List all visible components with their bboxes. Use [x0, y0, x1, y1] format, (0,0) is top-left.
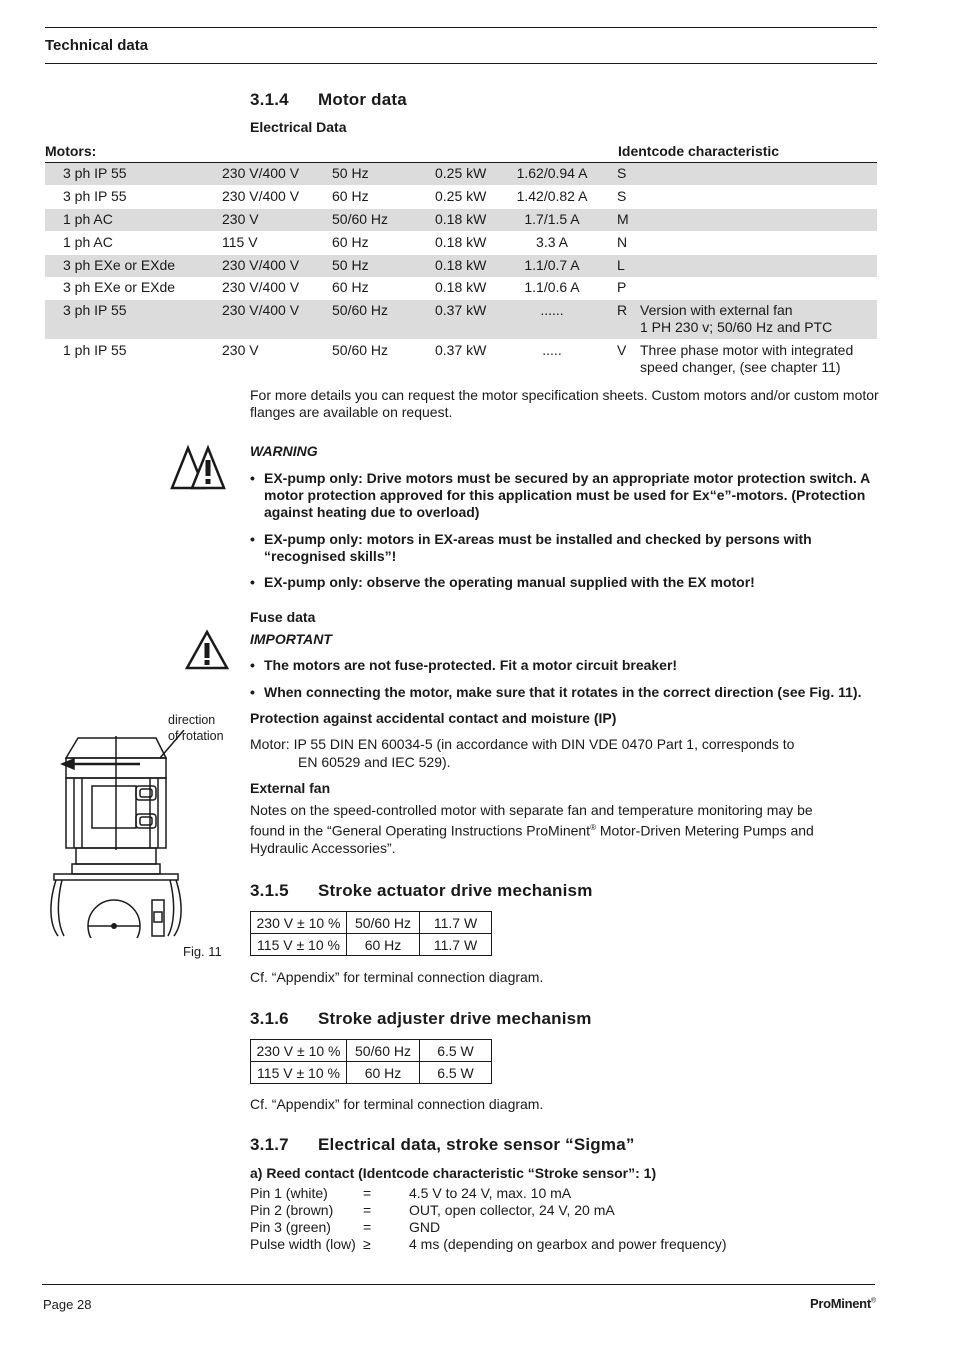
motor-type: 3 ph EXe or EXde: [63, 279, 176, 295]
motors-column-header: Motors:: [45, 143, 97, 159]
motor-identcode: M: [617, 211, 629, 227]
adjuster-note: Cf. “Appendix” for terminal connection diagram.: [250, 1096, 544, 1112]
actuator-frequency: 50/60 Hz: [347, 912, 420, 934]
table-row: [45, 300, 877, 339]
adjuster-power: 6.5 W: [420, 1040, 492, 1062]
motor-identcode: N: [617, 234, 628, 250]
protection-line2: EN 60529 and IEC 529).: [298, 754, 451, 770]
adjuster-table: [250, 1039, 492, 1084]
motor-frequency: 60 Hz: [332, 234, 369, 250]
adjuster-heading: [250, 1009, 592, 1029]
motor-frequency: 50/60 Hz: [332, 342, 389, 358]
external-fan-paragraph: [250, 802, 850, 857]
pin-value: OUT, open collector, 24 V, 20 mA: [409, 1202, 615, 1218]
motor-power: 0.18 kW: [435, 279, 487, 295]
table-row: [45, 209, 877, 231]
warning-item: • EX-pump only: Drive motors must be secured by an appropriate motor protection switch. A motor protection approved for this application must be used for Ex“e”-motors. (Protection against heating due to overload): [250, 470, 880, 521]
section-header: Technical data: [45, 37, 149, 54]
actuator-frequency: 60 Hz: [347, 934, 420, 956]
motor-type: 1 ph AC: [63, 211, 113, 227]
adjuster-heading-number: 3.1.6: [250, 1009, 289, 1028]
table-row: [251, 1040, 492, 1062]
motor-voltage: 230 V: [222, 342, 259, 358]
motor-voltage: 230 V/400 V: [222, 188, 300, 204]
motor-drawing-icon: [44, 730, 234, 938]
protection-title: Protection against accidental contact and moisture (IP): [250, 710, 617, 726]
motor-voltage: 230 V: [222, 211, 259, 227]
motor-heading-number: 3.1.4: [250, 90, 289, 109]
motor-details-paragraph: For more details you can request the motor specification sheets. Custom motors and/or custom motor flanges are available on request.: [250, 387, 879, 420]
motor-current: .....: [542, 342, 562, 358]
warning-double-triangle-icon: [170, 444, 230, 492]
adjuster-voltage: 115 V ± 10 %: [251, 1062, 347, 1084]
fan-text-part-b: Motor-Driven Metering Pumps and Hydraulic Accessories”.: [250, 822, 814, 856]
motor-identcode: S: [617, 165, 627, 181]
electrical-data-subheading: Electrical Data: [250, 119, 347, 135]
motor-frequency: 50 Hz: [332, 257, 369, 273]
motor-note: [640, 302, 832, 336]
motor-identcode: L: [617, 257, 625, 273]
motor-type: 1 ph IP 55: [63, 342, 127, 358]
pin-label: Pulse width (low): [250, 1236, 356, 1252]
motor-current: 1.62/0.94 A: [516, 165, 588, 181]
adjuster-frequency: 50/60 Hz: [347, 1040, 420, 1062]
motor-note-line1: Three phase motor with integrated: [640, 342, 854, 358]
brand-name: ProMinent: [810, 1296, 871, 1311]
motor-voltage: 230 V/400 V: [222, 279, 300, 295]
table-row: [251, 1062, 492, 1084]
fan-text-part-a: Notes on the speed-controlled motor with separate fan and temperature monitoring may be found in the “General Operating Instructions ProMinent: [250, 802, 813, 839]
pin-value: 4 ms (depending on gearbox and power frequency): [409, 1236, 727, 1252]
identcode-column-header: Identcode characteristic: [618, 143, 780, 159]
adjuster-voltage: 230 V ± 10 %: [251, 1040, 347, 1062]
sensor-heading: [250, 1135, 635, 1155]
table-row: [45, 255, 877, 277]
footer-rule: [42, 1284, 875, 1285]
pin-operator: =: [363, 1202, 372, 1218]
actuator-heading-text: Stroke actuator drive mechanism: [318, 881, 593, 900]
table-row: [45, 163, 877, 185]
motor-note-line2: speed changer, (see chapter 11): [640, 359, 841, 375]
actuator-voltage: 115 V ± 10 %: [251, 934, 347, 956]
motor-current: 1.42/0.82 A: [516, 188, 588, 204]
motor-heading-text: Motor data: [318, 90, 407, 109]
table-row: [45, 340, 877, 379]
actuator-heading: [250, 881, 593, 901]
motor-current: ......: [540, 302, 564, 318]
pin-operator: ≥: [363, 1236, 371, 1252]
actuator-note: Cf. “Appendix” for terminal connection diagram.: [250, 969, 544, 985]
motor-frequency: 50/60 Hz: [332, 211, 389, 227]
motor-type: 1 ph AC: [63, 234, 113, 250]
motor-current: 1.1/0.7 A: [524, 257, 580, 273]
table-row: [45, 186, 877, 208]
motor-power: 0.18 kW: [435, 211, 487, 227]
adjuster-power: 6.5 W: [420, 1062, 492, 1084]
motor-note: [640, 342, 853, 376]
pin-label: Pin 2 (brown): [250, 1202, 334, 1218]
motor-heading: [250, 90, 407, 110]
motor-note-line2: 1 PH 230 v; 50/60 Hz and PTC: [640, 319, 833, 335]
actuator-power: 11.7 W: [420, 934, 492, 956]
warning-item: • EX-pump only: observe the operating manual supplied with the EX motor!: [250, 574, 880, 591]
motor-power: 0.18 kW: [435, 257, 487, 273]
motor-type: 3 ph EXe or EXde: [63, 257, 176, 273]
motor-current: 1.7/1.5 A: [524, 211, 580, 227]
motor-voltage: 230 V/400 V: [222, 302, 300, 318]
fuse-item: • The motors are not fuse-protected. Fit a motor circuit breaker!: [250, 657, 880, 674]
motor-frequency: 50/60 Hz: [332, 302, 389, 318]
adjuster-frequency: 60 Hz: [347, 1062, 420, 1084]
motor-identcode: P: [617, 279, 627, 295]
pin-label: Pin 1 (white): [250, 1185, 328, 1201]
motor-current: 3.3 A: [536, 234, 568, 250]
motor-power: 0.18 kW: [435, 234, 487, 250]
actuator-heading-number: 3.1.5: [250, 881, 289, 900]
motor-voltage: 115 V: [222, 234, 258, 250]
motor-type: 3 ph IP 55: [63, 165, 127, 181]
motor-power: 0.37 kW: [435, 302, 487, 318]
motor-identcode: V: [617, 342, 627, 358]
pin-value: 4.5 V to 24 V, max. 10 mA: [409, 1185, 572, 1201]
motor-identcode: R: [617, 302, 628, 318]
figure-label-line1: direction: [168, 713, 216, 727]
top-rule: [45, 27, 877, 28]
actuator-power: 11.7 W: [420, 912, 492, 934]
important-triangle-icon: [184, 629, 230, 671]
pin-operator: =: [363, 1219, 372, 1235]
registered-mark: ®: [590, 823, 596, 832]
actuator-table: [250, 911, 492, 956]
pin-label: Pin 3 (green): [250, 1219, 331, 1235]
table-row: [251, 934, 492, 956]
external-fan-title: External fan: [250, 780, 331, 796]
page-number: Page 28: [43, 1297, 92, 1312]
motor-frequency: 60 Hz: [332, 279, 369, 295]
figure-caption: Fig. 11: [183, 944, 222, 959]
motor-voltage: 230 V/400 V: [222, 257, 300, 273]
motor-power: 0.25 kW: [435, 188, 487, 204]
pin-value: GND: [409, 1219, 441, 1235]
motor-type: 3 ph IP 55: [63, 188, 127, 204]
header-rule: [45, 63, 877, 64]
protection-line1: Motor: IP 55 DIN EN 60034-5 (in accordance with DIN VDE 0470 Part 1, corresponds to: [250, 736, 795, 752]
pin-operator: =: [363, 1185, 372, 1201]
warning-title: WARNING: [250, 443, 318, 459]
reed-contact-subheading: a) Reed contact (Identcode characteristic “Stroke sensor”: 1): [250, 1165, 657, 1181]
motor-power: 0.37 kW: [435, 342, 487, 358]
motor-note-line1: Version with external fan: [640, 302, 793, 318]
figure-label-line2: of rotation: [168, 729, 224, 743]
sensor-heading-text: Electrical data, stroke sensor “Sigma”: [318, 1135, 635, 1154]
adjuster-heading-text: Stroke adjuster drive mechanism: [318, 1009, 592, 1028]
motor-frequency: 60 Hz: [332, 188, 369, 204]
brand-registered-mark: ®: [870, 1297, 876, 1305]
motor-voltage: 230 V/400 V: [222, 165, 300, 181]
motor-frequency: 50 Hz: [332, 165, 369, 181]
motor-power: 0.25 kW: [435, 165, 487, 181]
fuse-title: Fuse data: [250, 609, 316, 625]
table-row: [45, 232, 877, 254]
motor-identcode: S: [617, 188, 627, 204]
table-row: [45, 277, 877, 299]
table-row: [251, 912, 492, 934]
motor-type: 3 ph IP 55: [63, 302, 127, 318]
motor-current: 1.1/0.6 A: [524, 279, 580, 295]
actuator-voltage: 230 V ± 10 %: [251, 912, 347, 934]
important-title: IMPORTANT: [250, 631, 332, 647]
brand-logo: [810, 1296, 876, 1311]
warning-item: • EX-pump only: motors in EX-areas must be installed and checked by persons with “recognised skills”!: [250, 531, 880, 565]
sensor-heading-number: 3.1.7: [250, 1135, 289, 1154]
fuse-item: • When connecting the motor, make sure that it rotates in the correct direction (see Fig. 11).: [250, 684, 880, 701]
